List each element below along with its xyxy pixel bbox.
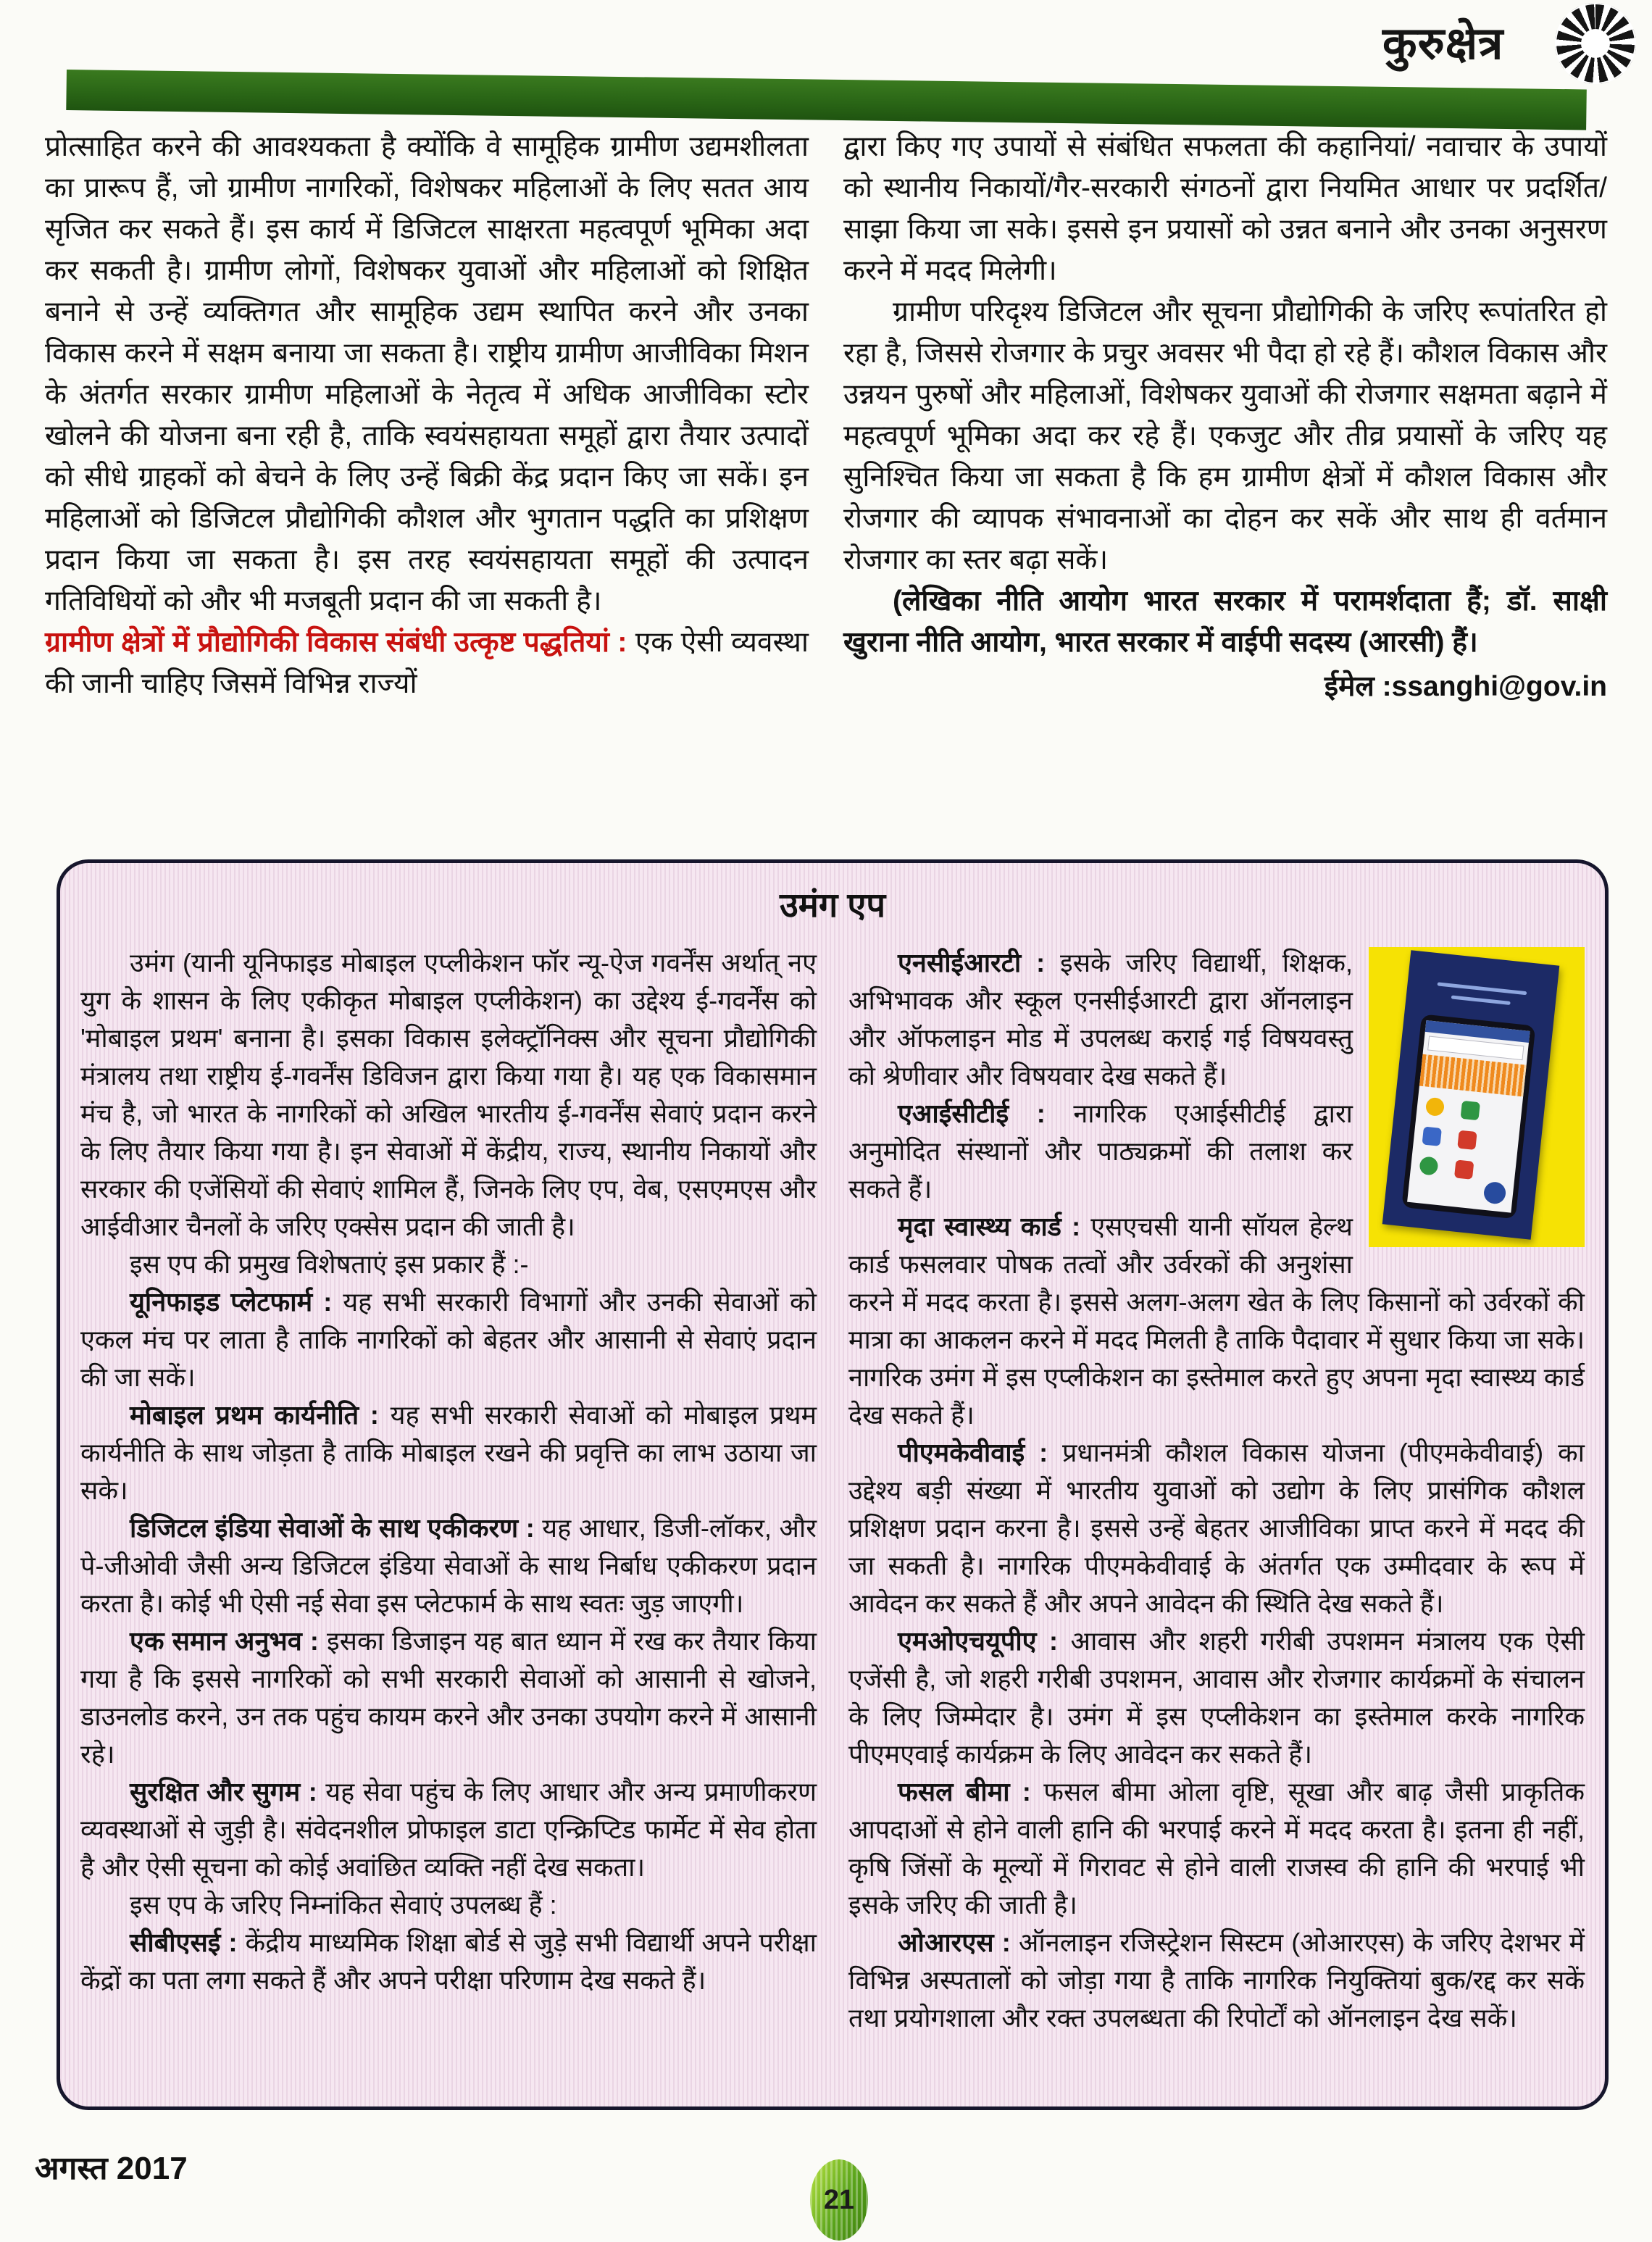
service-item xyxy=(848,1622,1585,1773)
magazine-title: कुरुक्षेत्र xyxy=(1382,19,1504,69)
service-term: फसल बीमा : xyxy=(898,1777,1031,1806)
feature-text: इसका डिजाइन यह बात ध्यान में रख कर तैयार किया गया है कि इससे नागरिकों को सभी सरकारी सेवाओं को आसानी से खोजने, डाउनलोड करने, उन तक पहुंच कायम करने और उनका उपयोग करने में आसानी रहे। xyxy=(80,1626,817,1769)
service-term: एनसीईआरटी : xyxy=(898,948,1046,978)
feature-term: सुरक्षित और सुगम : xyxy=(130,1777,317,1806)
phone-screen xyxy=(1407,1020,1530,1213)
service-text: एसएचसी यानी सॉयल हेल्थ कार्ड फसलवार पोषक तत्वों और उर्वरकों की अनुशंसा करने में मदद करता है। इससे अलग-अलग खेत के लिए किसानों को उर्वरकों की मात्रा का आकलन करने में मदद मिलती है ताकि पैदावार में सुधार किया जा सके। नागरिक उमंग में इस एप्लीकेशन का इस्तेमाल करते हुए अपना मृदा स्वास्थ्य कार्ड देख सकते हैं। xyxy=(848,1212,1585,1430)
feature-item xyxy=(80,1509,817,1622)
best-practices-text: एक ऐसी व्यवस्था की जानी चाहिए जिसमें विभिन्न राज्यों xyxy=(45,627,809,699)
app-icon-grid xyxy=(1410,1086,1523,1184)
article-paragraph: ग्रामीण परिदृश्य डिजिटल और सूचना प्रौद्योगिकी के जरिए रूपांतरित हो रहा है, जिससे रोजगार के प्रचुर अवसर भी पैदा हो रहे हैं। कौशल विकास और उन्नयन पुरुषों और महिलाओं, विशेषकर युवाओं की रोजगार सक्षमता बढ़ाने में महत्वपूर्ण भूमिका अदा कर रहे हैं। एकजुट और तीव्र प्रयासों के जरिए यह सुनिश्चित किया जा सकता है कि हम ग्रामीण क्षेत्रों में कौशल विकास और रोजगार की व्यापक संभावनाओं का दोहन कर सकें और साथ ही वर्तमान रोजगार का स्तर बढ़ा सकें। xyxy=(843,296,1607,575)
service-text: नागरिक एआईसीटीई द्वारा अनुमोदित संस्थानों और पाठ्यक्रमों की तलाश कर सकते हैं। xyxy=(848,1099,1353,1204)
page-number-badge xyxy=(810,2159,868,2241)
service-term: एआईसीटीई : xyxy=(898,1099,1046,1128)
feature-term: यूनिफाइड प्लेटफार्म : xyxy=(130,1287,333,1317)
footer-date: अगस्त 2017 xyxy=(35,2151,188,2186)
service-item xyxy=(848,1924,1585,2037)
feature-text: यह सभी सरकारी विभागों और उनकी सेवाओं को एकल मंच पर लाता है ताकि नागरिकों को बेहतर और आसानी से सेवाएं प्रदान की जा सकें। xyxy=(80,1287,817,1392)
umang-right-column xyxy=(848,944,1585,2037)
service-term: एमओएचयूपीए : xyxy=(898,1626,1059,1656)
service-term: मृदा स्वास्थ्य कार्ड : xyxy=(898,1212,1081,1241)
app-icon xyxy=(1419,1156,1438,1175)
phone-frame xyxy=(1401,1014,1535,1219)
feature-item xyxy=(80,1773,817,1886)
services-lead: इस एप के जरिए निम्नांकित सेवाएं उपलब्ध हैं : xyxy=(130,1890,557,1920)
service-text: प्रधानमंत्री कौशल विकास योजना (पीएमकेवीवाई) का उद्देश्य बड़ी संख्या में भारतीय युवाओं को उद्योग के लिए प्रासंगिक कौशल प्रशिक्षण प्रदान करना है। इससे उन्हें बेहतर आजीविका प्राप्त करने में मदद की जा सकती है। नागरिक पीएमकेवीवाई के अंतर्गत एक उम्मीदवार के रूप में आवेदन कर सकते हैं और अपने आवेदन की स्थिति देख सकते हैं। xyxy=(848,1438,1585,1618)
service-text: ऑनलाइन रजिस्ट्रेशन सिस्टम (ओआरएस) के जरिए देशभर में विभिन्न अस्पतालों को जोड़ा गया है ताकि नागरिक नियुक्तियां बुक/रद्द कर सकें तथा प्रयोगशाला और रक्त उपलब्धता की रिपोर्टों को ऑनलाइन देख सकें। xyxy=(848,1928,1585,2033)
app-icon xyxy=(1461,1101,1480,1120)
umang-box-columns xyxy=(80,944,1585,2037)
fab-icon xyxy=(1483,1181,1507,1205)
umang-box xyxy=(57,859,1609,2110)
umang-left-column xyxy=(80,944,817,2037)
app-icon xyxy=(1425,1097,1445,1117)
app-icon xyxy=(1422,1126,1441,1146)
best-practices-paragraph xyxy=(45,622,809,704)
service-item xyxy=(80,1924,817,1999)
feature-term: मोबाइल प्रथम कार्यनीति : xyxy=(130,1400,379,1430)
service-term: ओआरएस : xyxy=(898,1928,1011,1957)
article-right-column xyxy=(843,126,1607,707)
article-left-column xyxy=(45,126,809,707)
service-term: पीएमकेवीवाई : xyxy=(898,1438,1048,1467)
feature-text: यह आधार, डिजी-लॉकर, और पे-जीओवी जैसी अन्य डिजिटल इंडिया सेवाओं के साथ निर्बाध एकीकरण प्रदान करता है। कोई भी ऐसी नई सेवा इस प्लेटफार्म के साथ स्वतः जुड़ जाएगी। xyxy=(80,1513,817,1618)
poster-text-line xyxy=(1438,982,1527,995)
article-columns xyxy=(45,126,1607,707)
author-note: (लेखिका नीति आयोग भारत सरकार में परामर्शदाता हैं; डॉ. साक्षी खुराना नीति आयोग, भारत सरकार में वाईपी सदस्य (आरसी) हैं। xyxy=(843,585,1607,658)
feature-term: डिजिटल इंडिया सेवाओं के साथ एकीकरण : xyxy=(130,1513,535,1543)
feature-item xyxy=(80,1396,817,1509)
service-text: केंद्रीय माध्यमिक शिक्षा बोर्ड से जुड़े सभी विद्यार्थी अपने परीक्षा केंद्रों का पता लगा सकते हैं और अपने परीक्षा परिणाम देख सकते हैं। xyxy=(80,1928,817,1995)
feature-item xyxy=(80,1622,817,1773)
author-email: ईमेल :ssanghi@gov.in xyxy=(1324,671,1607,702)
page-number: 21 xyxy=(823,2184,855,2215)
poster-text-line xyxy=(1451,995,1511,1005)
feature-text: यह सभी सरकारी सेवाओं को मोबाइल प्रथम कार्यनीति के साथ जोड़ता है ताकि मोबाइल रखने की प्रवृत्ति का लाभ उठाया जा सके। xyxy=(80,1400,817,1505)
umang-box-title: उमंग एप xyxy=(779,885,886,924)
service-text: इसके जरिए विद्यार्थी, शिक्षक, अभिभावक और स्कूल एनसीईआरटी द्वारा ऑनलाइन और ऑफलाइन मोड में उपलब्ध कराई गई विषयवस्तु को श्रेणीवार और विषयवार देख सकते हैं। xyxy=(848,948,1353,1091)
chakra-logo-icon xyxy=(1555,3,1636,84)
phone-poster xyxy=(1382,950,1560,1239)
feature-item xyxy=(80,1283,817,1396)
umang-phone-photo xyxy=(1369,947,1585,1247)
article-paragraph: प्रोत्साहित करने की आवश्यकता है क्योंकि वे सामूहिक ग्रामीण उद्यमशीलता का प्रारूप हैं, जो ग्रामीण नागरिकों, विशेषकर महिलाओं के लिए सतत आय सृजित कर सकते हैं। इस कार्य में डिजिटल साक्षरता महत्वपूर्ण भूमिका अदा कर सकती है। ग्रामीण लोगों, विशेषकर युवाओं और महिलाओं को शिक्षित बनाने से उन्हें व्यक्तिगत और सामूहिक उद्यम स्थापित करने और उनका विकास करने में सक्षम बनाया जा सकता है। राष्ट्रीय ग्रामीण आजीविका मिशन के अंतर्गत सरकार ग्रामीण महिलाओं के नेतृत्व में अधिक आजीविका स्टोर खोलने की योजना बना रही है, ताकि स्वयंसहायता समूहों द्वारा तैयार उत्पादों को सीधे ग्राहकों को बेचने के लिए उन्हें बिक्री केंद्र प्रदान किए जा सकें। इन महिलाओं को डिजिटल प्रौद्योगिकी कौशल और भुगतान पद्धति का प्रशिक्षण प्रदान किया जा सकता है। इस तरह स्वयंसहायता समूहों की उत्पादन गतिविधियों को और भी मजबूती प्रदान की जा सकती है। xyxy=(45,131,809,617)
feature-term: एक समान अनुभव : xyxy=(130,1626,319,1656)
feature-text: यह सेवा पहुंच के लिए आधार और अन्य प्रमाणीकरण व्यवस्थाओं से जुड़ी है। संवेदनशील प्रोफाइल डाटा एन्क्रिप्टिड फार्मेट में सेव होता है और ऐसी सूचना को कोई अवांछित व्यक्ति नहीं देख सकता। xyxy=(80,1777,817,1882)
app-icon xyxy=(1457,1130,1477,1150)
article-paragraph: द्वारा किए गए उपायों से संबंधित सफलता की कहानियां/ नवाचार के उपायों को स्थानीय निकायों/गैर-सरकारी संगठनों द्वारा नियमित आधार पर प्रदर्शित/साझा किया जा सके। इससे इन प्रयासों को उन्नत बनाने और उनका अनुसरण करने में मदद मिलेगी। xyxy=(843,131,1607,286)
service-term: सीबीएसई : xyxy=(130,1928,238,1957)
service-item xyxy=(848,1434,1585,1622)
service-text: आवास और शहरी गरीबी उपशमन मंत्रालय एक ऐसी एजेंसी है, जो शहरी गरीबी उपशमन, आवास और रोजगार कार्यक्रमों के संचालन के लिए जिम्मेदार है। उमंग में इस एप्लीकेशन का इस्तेमाल करके नागरिक पीएमएवाई कार्यक्रम के लिए आवेदन कर सकते हैं। xyxy=(848,1626,1585,1769)
header-rule xyxy=(66,70,1587,130)
app-icon xyxy=(1454,1159,1474,1179)
features-lead: इस एप की प्रमुख विशेषताएं इस प्रकार हैं :- xyxy=(130,1249,529,1279)
service-item xyxy=(848,1773,1585,1924)
best-practices-heading: ग्रामीण क्षेत्रों में प्रौद्योगिकी विकास संबंधी उत्कृष्ट पद्धतियां : xyxy=(45,627,627,658)
umang-intro: उमंग (यानी यूनिफाइड मोबाइल एप्लीकेशन फॉर न्यू-ऐज गवर्नेंस अर्थात् नए युग के शासन के लिए एकीकृत मोबाइल एप्लीकेशन) का उद्देश्य ई-गवर्नेंस को 'मोबाइल प्रथम' बनाना है। इसका विकास इलेक्ट्रॉनिक्स और सूचना प्रौद्योगिकी मंत्रालय तथा राष्ट्रीय ई-गवर्नेंस डिविजन द्वारा किया गया है। यह एक विकासमान मंच है, जो भारत के नागरिकों को अखिल भारतीय ई-गवर्नेंस सेवाएं प्रदान करने के लिए तैयार किया गया है। इन सेवाओं में केंद्रीय, राज्य, स्थानीय निकायों और सरकार की एजेंसियों की सेवाएं शामिल हैं, जिनके लिए एप, वेब, एसएमएस और आईवीआर चैनलों के जरिए एक्सेस प्रदान की जाती है। xyxy=(80,948,817,1241)
service-text: फसल बीमा ओला वृष्टि, सूखा और बाढ़ जैसी प्राकृतिक आपदाओं से होने वाली हानि की भरपाई करने में मदद करता है। इतना ही नहीं, कृषि जिंसों के मूल्यों में गिरावट से होने वाली राजस्व की हानि की भरपाई भी इसके जरिए की जाती है। xyxy=(848,1777,1585,1920)
